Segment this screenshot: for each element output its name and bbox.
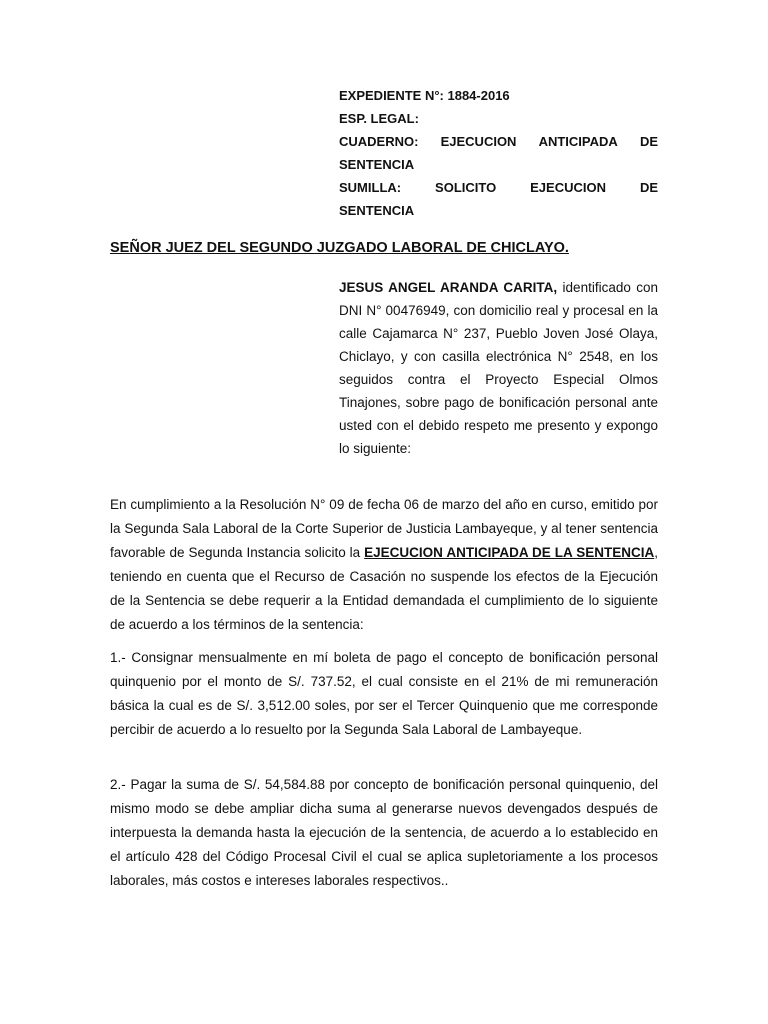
- esp-legal-line: ESP. LEGAL:: [339, 111, 419, 126]
- paragraph-request: [110, 493, 658, 637]
- sumilla-line: [339, 176, 658, 199]
- cuaderno-word: EJECUCION: [440, 134, 517, 149]
- party-name: JESUS ANGEL ARANDA CARITA,: [339, 280, 558, 295]
- cuaderno-continuation: SENTENCIA: [339, 157, 415, 172]
- paragraph-item-2: 2.- Pagar la suma de S/. 54,584.88 por concepto de bonificación personal quinquenio, del mismo modo se debe ampliar dicha suma al generarse nuevos devengados después de interpuesta la demanda hasta la ejecución de la sentencia, de acuerdo a lo establecido en el artículo 428 del Código Procesal Civil el cual se aplica supletoriamente a los procesos laborales, más costos e intereses laborales respectivos..: [110, 777, 658, 888]
- cuaderno-line: [339, 130, 658, 153]
- sumilla-word: EJECUCION: [530, 180, 606, 195]
- sumilla-continuation: SENTENCIA: [339, 203, 415, 218]
- cuaderno-word: DE: [639, 134, 658, 149]
- sumilla-word: SOLICITO: [435, 180, 497, 195]
- sumilla-word: DE: [639, 180, 658, 195]
- party-details: identificado con DNI N° 00476949, con domicilio real y procesal en la calle Cajamarca N° 237, Pueblo Joven José Olaya, Chiclayo, y con casilla electrónica N° 2548, en los seguidos contra el Proyecto Especial Olmos Tinajones, sobre pago de bonificación personal ante usted con el debido respeto me presento y expongo lo siguiente:: [339, 280, 658, 456]
- addressee-heading: SEÑOR JUEZ DEL SEGUNDO JUZGADO LABORAL DE CHICLAYO.: [110, 240, 569, 256]
- case-header: [339, 84, 658, 222]
- paragraph-request-text-end: , teniendo en cuenta que el Recurso de Casación no suspende los efectos de la Ejecución de la Sentencia se debe requerir a la Entidad demandada el cumplimiento de lo siguiente de acuerdo a los términos de la sentencia:: [110, 545, 658, 632]
- paragraph-item-1: 1.- Consignar mensualmente en mí boleta de pago el concepto de bonificación personal quinquenio por el monto de S/. 737.52, el cual consiste en el 21% de mi remuneración básica la cual es de S/. 3,512.00 soles, por ser el Tercer Quinquenio que me corresponde percibir de acuerdo a lo resuelto por la Segunda Sala Laboral de Lambayeque.: [110, 650, 658, 737]
- paragraph-request-text: En cumplimiento a la Resolución N° 09 de fecha 06 de marzo del año en curso, emitido por la Segunda Sala Laboral de la Corte Superior de Justicia Lambayeque, y al tener sentencia favorable de Segunda Instancia solicito la: [110, 497, 658, 560]
- party-introduction: [339, 276, 658, 460]
- cuaderno-word: ANTICIPADA: [538, 134, 618, 149]
- cuaderno-word: CUADERNO:: [339, 134, 419, 149]
- expediente-line: EXPEDIENTE N°: 1884-2016: [339, 88, 510, 103]
- sumilla-word: SUMILLA:: [339, 180, 402, 195]
- request-emphasis: EJECUCION ANTICIPADA DE LA SENTENCIA: [364, 545, 655, 560]
